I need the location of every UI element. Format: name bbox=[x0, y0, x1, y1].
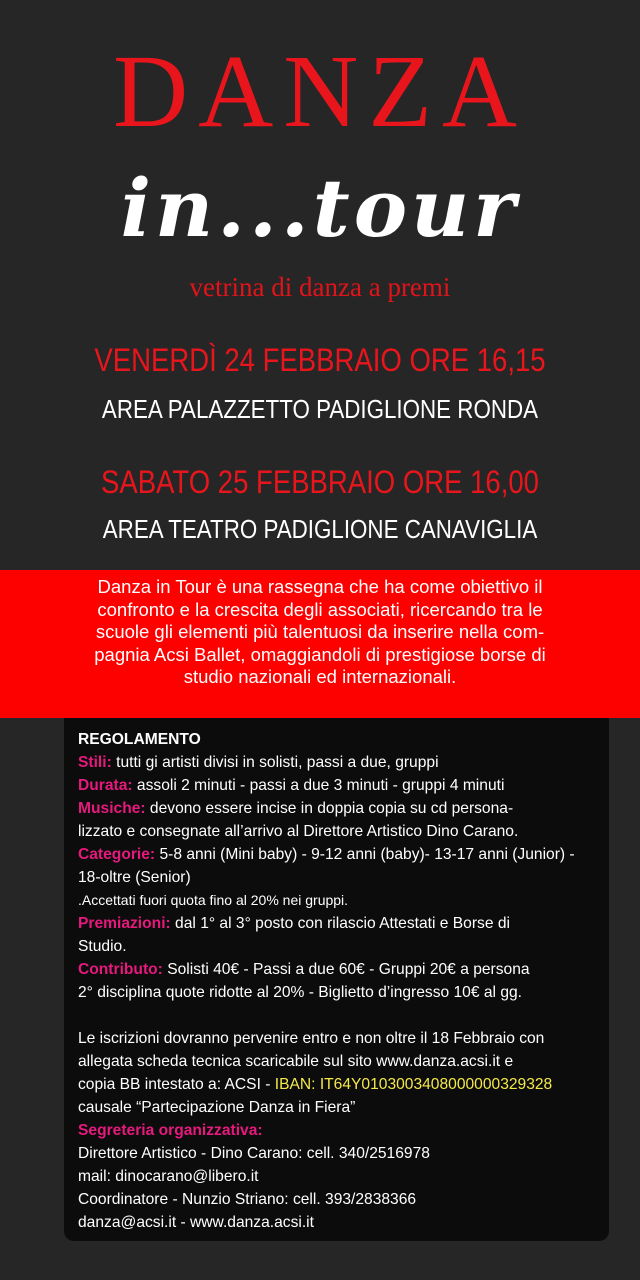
rule-stili bbox=[78, 751, 596, 774]
rule-categorie bbox=[78, 843, 596, 866]
intro-band bbox=[0, 570, 640, 718]
rule-label: Categorie: bbox=[78, 846, 156, 863]
rule-label: Musiche: bbox=[78, 800, 146, 817]
rule-label: Premiazioni: bbox=[78, 915, 171, 932]
rule-durata bbox=[78, 774, 596, 797]
poster-title: DANZA bbox=[113, 34, 527, 149]
event-date-2: SABATO 25 FEBBRAIO ORE 16,00 bbox=[101, 464, 539, 500]
rule-text: 5-8 anni (Mini baby) - 9-12 anni (baby)- 13-17 anni (Junior) - bbox=[155, 846, 575, 863]
rule-contributo bbox=[78, 958, 596, 981]
rule-text: Solisti 40€ - Passi a due 60€ - Gruppi 20€ a persona bbox=[162, 961, 530, 978]
rule-categorie-cont: 18-oltre (Senior) bbox=[78, 869, 191, 886]
rule-text: tutti gi artisti divisi in solisti, passi a due, gruppi bbox=[111, 754, 439, 771]
event-venue-1: AREA PALAZZETTO PADIGLIONE RONDA bbox=[101, 394, 539, 424]
rule-categorie-note: .Accettati fuori quota fino al 20% nei gruppi. bbox=[78, 892, 349, 908]
intro-line: scuole gli elementi più talentuosi da inserire nella com- bbox=[95, 621, 545, 642]
rules-panel bbox=[64, 718, 609, 1241]
registration-line: allegata scheda tecnica scaricabile sul sito www.danza.acsi.it e bbox=[78, 1053, 514, 1070]
intro-paragraph bbox=[0, 570, 640, 689]
rule-text: devono essere incise in doppia copia su cd persona- bbox=[145, 800, 514, 817]
iban-code: IBAN: IT64Y0103003408000000329328 bbox=[274, 1076, 553, 1093]
rule-label: Contributo: bbox=[78, 961, 163, 978]
poster-tagline: vetrina di danza a premi bbox=[189, 272, 451, 302]
registration-line: Le iscrizioni dovranno pervenire entro e non oltre il 18 Febbraio con bbox=[78, 1030, 545, 1047]
poster-script-title: in...tour bbox=[120, 161, 520, 255]
rules-heading: REGOLAMENTO bbox=[78, 731, 201, 748]
registration-text: copia BB intestato a: ACSI - bbox=[78, 1076, 275, 1093]
rule-musiche bbox=[78, 797, 596, 820]
event-venue-2: AREA TEATRO PADIGLIONE CANAVIGLIA bbox=[102, 514, 538, 544]
rule-text: dal 1° al 3° posto con rilascio Attestati e Borse di bbox=[170, 915, 510, 932]
rule-premiazioni bbox=[78, 912, 596, 935]
rule-contributo-cont: 2° disciplina quote ridotte al 20% - Biglietto d’ingresso 10€ al gg. bbox=[78, 984, 522, 1001]
intro-line: confronto e la crescita degli associati, ricercando tra le bbox=[97, 598, 543, 620]
registration-iban-line bbox=[78, 1073, 596, 1096]
intro-line: pagnia Acsi Ballet, omaggiandoli di prestigiose borse di bbox=[94, 643, 546, 665]
intro-line: studio nazionali ed internazionali. bbox=[183, 666, 457, 687]
intro-line: Danza in Tour è una rassegna che ha come obiettivo il bbox=[97, 576, 543, 597]
contact-coordinator: Coordinatore - Nunzio Striano: cell. 393/2838366 bbox=[78, 1191, 417, 1208]
contact-footer: danza@acsi.it - www.danza.acsi.it bbox=[78, 1214, 314, 1231]
rule-text: assoli 2 minuti - passi a due 3 minuti - gruppi 4 minuti bbox=[132, 777, 505, 794]
contact-director: Direttore Artistico - Dino Carano: cell. 340/2516978 bbox=[78, 1145, 430, 1162]
rule-musiche-cont: lizzato e consegnate all’arrivo al Direttore Artistico Dino Carano. bbox=[78, 823, 519, 840]
rule-label: Durata: bbox=[78, 777, 133, 794]
contact-director-mail: mail: dinocarano@libero.it bbox=[78, 1168, 259, 1185]
rule-premiazioni-cont: Studio. bbox=[78, 938, 127, 955]
event-date-1: VENERDÌ 24 FEBBRAIO ORE 16,15 bbox=[94, 342, 546, 378]
rule-label: Stili: bbox=[78, 754, 112, 771]
registration-line: causale “Partecipazione Danza in Fiera” bbox=[78, 1099, 356, 1116]
contacts-heading: Segreteria organizzativa: bbox=[78, 1122, 263, 1139]
